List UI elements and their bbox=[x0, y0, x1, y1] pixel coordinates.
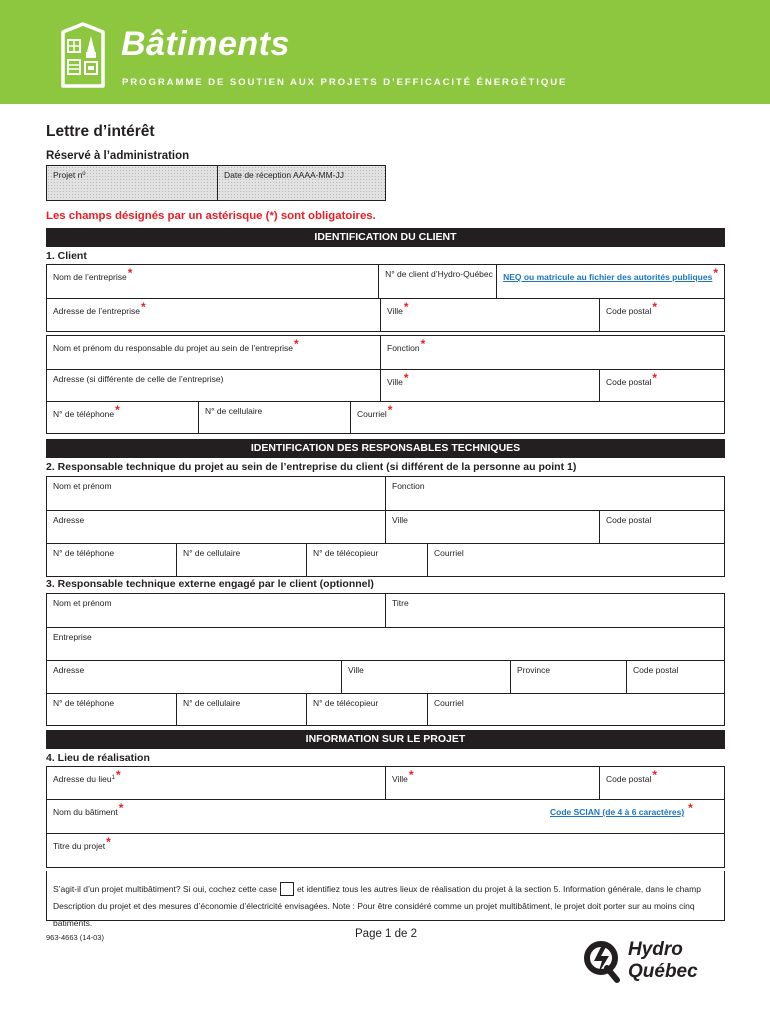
field-label: N° de client d’Hydro-Québec bbox=[385, 269, 493, 279]
field-label: N° de cellulaire bbox=[183, 698, 241, 708]
role-field[interactable] bbox=[385, 477, 724, 510]
band-technical-responsibles: IDENTIFICATION DES RESPONSABLES TECHNIQUES bbox=[46, 439, 725, 458]
field-label: Code postal bbox=[606, 774, 652, 784]
section-2-title: 2. Responsable technique du projet au sein de l’entreprise du client (si différent de la personne au point 1) bbox=[46, 461, 577, 473]
field-label: Nom et prénom du responsable du projet au sein de l’entreprise bbox=[53, 343, 294, 353]
brand-subtitle: PROGRAMME DE SOUTIEN AUX PROJETS D’EFFICACITÉ ÉNERGÉTIQUE bbox=[122, 77, 568, 88]
email-field[interactable] bbox=[427, 694, 724, 725]
neq-link[interactable]: NEQ ou matricule au fichier des autorités publiques bbox=[503, 272, 713, 282]
email-field[interactable] bbox=[427, 544, 724, 576]
phone-field[interactable] bbox=[47, 544, 176, 576]
field-label: N° de téléphone bbox=[53, 698, 115, 708]
field-label: Nom de l’entreprise bbox=[53, 272, 127, 282]
client-form-group-a bbox=[46, 264, 725, 332]
field-label: Ville bbox=[387, 377, 403, 387]
project-location-form bbox=[46, 766, 725, 868]
required-star: * bbox=[106, 835, 111, 849]
company-field[interactable] bbox=[47, 628, 724, 660]
field-label: Adresse de l’entreprise bbox=[53, 306, 140, 316]
field-label: Adresse bbox=[53, 515, 85, 525]
field-label: N° de cellulaire bbox=[183, 548, 241, 558]
technical-external-form bbox=[46, 593, 725, 726]
admin-project-sup: o bbox=[82, 171, 86, 177]
required-star: * bbox=[140, 300, 146, 314]
required-star: * bbox=[652, 768, 658, 782]
multi-building-instructions: et identifiez tous les autres lieux de réalisation du projet à la section 5. Information générale, dans le champ bbox=[296, 884, 701, 894]
name-field[interactable] bbox=[47, 594, 385, 627]
footnote-marker: 1 bbox=[111, 775, 115, 781]
required-star: * bbox=[127, 266, 133, 280]
form-row bbox=[47, 510, 724, 543]
form-row bbox=[47, 693, 724, 725]
field-label: Courriel bbox=[357, 409, 387, 419]
title-field[interactable] bbox=[385, 594, 724, 627]
field-label: Code postal bbox=[606, 377, 652, 387]
field-label: Ville bbox=[392, 515, 408, 525]
form-row bbox=[47, 477, 724, 510]
required-star: * bbox=[688, 801, 693, 815]
company-name-field[interactable] bbox=[47, 265, 378, 298]
form-row bbox=[47, 660, 724, 693]
form-row bbox=[47, 369, 724, 401]
city-field[interactable] bbox=[341, 661, 510, 693]
field-label: N° de téléphone bbox=[53, 548, 115, 558]
field-label: N° de cellulaire bbox=[205, 406, 263, 416]
field-label: Adresse bbox=[53, 665, 85, 675]
alt-address-field[interactable] bbox=[47, 370, 380, 401]
role-field[interactable] bbox=[380, 336, 724, 369]
name-field[interactable] bbox=[47, 477, 385, 510]
city2-field[interactable] bbox=[380, 370, 599, 401]
form-row bbox=[47, 298, 724, 331]
required-star: * bbox=[652, 371, 658, 385]
multi-building-question: S’agit-il d’un projet multibâtiment? Si oui, cochez cette case bbox=[53, 884, 277, 894]
city-field[interactable] bbox=[385, 767, 599, 799]
hq-word-hydro: Hydro bbox=[628, 939, 683, 960]
phone-field[interactable] bbox=[47, 402, 198, 433]
header-banner bbox=[0, 0, 770, 104]
required-star: * bbox=[118, 801, 124, 815]
project-title-field[interactable] bbox=[47, 834, 724, 867]
hq-word-quebec: Québec bbox=[628, 961, 698, 982]
scian-code-field[interactable] bbox=[544, 800, 724, 833]
section-1-title: 1. Client bbox=[46, 250, 87, 262]
required-star: * bbox=[387, 403, 393, 417]
admin-project-number-field bbox=[47, 166, 217, 200]
field-label: Ville bbox=[348, 665, 364, 675]
scian-link[interactable]: Code SCIAN (de 4 à 6 caractères) bbox=[550, 807, 685, 817]
mobile-field[interactable] bbox=[176, 694, 306, 725]
admin-section-title: Réservé à l’administration bbox=[46, 150, 190, 162]
multi-building-checkbox[interactable] bbox=[280, 882, 294, 896]
field-label: Fonction bbox=[392, 481, 425, 491]
required-star: * bbox=[403, 300, 409, 314]
field-label: Adresse (si différente de celle de l’entreprise) bbox=[53, 374, 224, 384]
brand-title: Bâtiments bbox=[121, 25, 290, 63]
postal-code-field[interactable] bbox=[599, 299, 724, 331]
required-star: * bbox=[403, 371, 409, 385]
required-star: * bbox=[713, 266, 718, 280]
field-label: Ville bbox=[387, 306, 403, 316]
address-field[interactable] bbox=[47, 511, 385, 543]
form-row bbox=[47, 833, 724, 867]
required-fields-note: Les champs désignés par un astérisque (*) sont obligatoires. bbox=[46, 210, 376, 222]
form-row bbox=[47, 799, 724, 833]
postal-code-field[interactable] bbox=[599, 767, 724, 799]
admin-date-field bbox=[217, 166, 385, 200]
site-address-field[interactable] bbox=[47, 767, 385, 799]
field-label: Courriel bbox=[434, 548, 464, 558]
multi-building-section bbox=[46, 871, 725, 928]
postal-code2-field[interactable] bbox=[599, 370, 724, 401]
buildings-logo-icon bbox=[57, 22, 109, 90]
form-row bbox=[47, 594, 724, 627]
form-row bbox=[47, 543, 724, 576]
form-row bbox=[47, 336, 724, 369]
city-field[interactable] bbox=[380, 299, 599, 331]
hydro-quebec-logo-icon bbox=[583, 934, 723, 984]
field-label: Nom du bâtiment bbox=[53, 807, 118, 817]
field-label: Titre bbox=[392, 598, 409, 608]
fax-field[interactable] bbox=[306, 544, 427, 576]
mobile-field[interactable] bbox=[176, 544, 306, 576]
province-field[interactable] bbox=[510, 661, 626, 693]
postal-code-field[interactable] bbox=[599, 511, 724, 543]
admin-table bbox=[46, 165, 386, 201]
form-row bbox=[47, 265, 724, 298]
email-field[interactable] bbox=[350, 402, 724, 433]
form-row bbox=[47, 401, 724, 433]
section-3-title: 3. Responsable technique externe engagé par le client (optionnel) bbox=[46, 578, 374, 590]
field-label: Code postal bbox=[606, 515, 652, 525]
city-field[interactable] bbox=[385, 511, 599, 543]
form-code: 963-4663 (14-03) bbox=[46, 933, 104, 942]
fax-field[interactable] bbox=[306, 694, 427, 725]
admin-date-label: Date de réception AAAA-MM-JJ bbox=[224, 170, 344, 180]
field-label: Adresse du lieu bbox=[53, 774, 112, 784]
mobile-field[interactable] bbox=[198, 402, 350, 433]
company-address-field[interactable] bbox=[47, 299, 380, 331]
phone-field[interactable] bbox=[47, 694, 176, 725]
technical-internal-form bbox=[46, 476, 725, 577]
field-label: Province bbox=[517, 665, 551, 675]
neq-field[interactable] bbox=[496, 265, 724, 298]
address-field[interactable] bbox=[47, 661, 341, 693]
field-label: Titre du projet bbox=[53, 841, 106, 851]
postal-code-field[interactable] bbox=[626, 661, 724, 693]
page-number: Page 1 de 2 bbox=[355, 928, 418, 940]
field-label: Courriel bbox=[434, 698, 464, 708]
client-form-group-b bbox=[46, 335, 725, 434]
form-row bbox=[47, 767, 724, 799]
required-star: * bbox=[115, 768, 121, 782]
field-label: Ville bbox=[392, 774, 408, 784]
multi-building-note: Description du projet et des mesures d’économie d’électricité envisagées. Note : Pour être considéré comme un projet multibâtiment, le projet doit porter sur au moins cinq bâtiments. bbox=[53, 901, 695, 928]
section-4-title: 4. Lieu de réalisation bbox=[46, 752, 150, 764]
required-star: * bbox=[652, 300, 658, 314]
field-label: Nom et prénom bbox=[53, 598, 112, 608]
required-star: * bbox=[115, 403, 120, 417]
band-client-identification: IDENTIFICATION DU CLIENT bbox=[46, 228, 725, 247]
field-label: Fonction bbox=[387, 343, 420, 353]
required-star: * bbox=[408, 768, 414, 782]
field-label: N° de télécopieur bbox=[313, 548, 379, 558]
field-label: Code postal bbox=[606, 306, 652, 316]
band-project-information: INFORMATION SUR LE PROJET bbox=[46, 730, 725, 749]
field-label: N° de téléphone bbox=[53, 409, 115, 419]
building-name-field[interactable] bbox=[47, 800, 544, 833]
admin-project-label: Projet n bbox=[53, 170, 83, 180]
field-label: N° de télécopieur bbox=[313, 698, 379, 708]
document-title: Lettre d’intérêt bbox=[46, 123, 155, 140]
responsible-name-field[interactable] bbox=[47, 336, 380, 369]
field-label: Nom et prénom bbox=[53, 481, 112, 491]
client-number-field[interactable] bbox=[378, 265, 496, 298]
field-label: Code postal bbox=[633, 665, 679, 675]
field-label: Entreprise bbox=[53, 632, 92, 642]
required-star: * bbox=[294, 337, 299, 351]
required-star: * bbox=[420, 337, 426, 351]
form-row bbox=[47, 627, 724, 660]
